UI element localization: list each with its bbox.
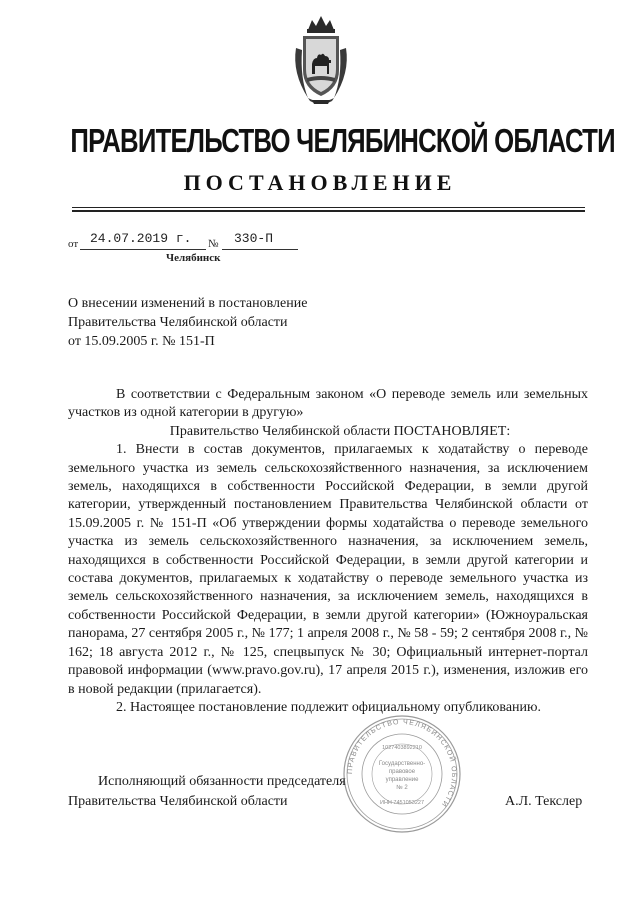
document-date: 24.07.2019 г. (90, 231, 192, 246)
stamp-inn: ИНН 7451053227 (379, 800, 425, 806)
date-label: от (68, 238, 79, 250)
subject-line: от 15.09.2005 г. № 151-П (68, 334, 215, 349)
document-number: 330-П (234, 231, 274, 246)
stamp-center-line: Государственно- (378, 761, 426, 767)
document-body (68, 386, 588, 717)
subject-line: Правительства Челябинской области (68, 315, 288, 330)
header-rule-bold (72, 210, 585, 212)
city-label: Челябинск (166, 252, 221, 264)
date-underline (80, 249, 206, 250)
preamble-paragraph: В соответствии с Федеральным законом «О переводе земель или земельных участков из одной категории в другую» (68, 387, 588, 421)
stamp-center-line: управление (385, 777, 419, 783)
subject-line: О внесении изменений в постановление (68, 296, 308, 311)
stamp-ring-text: ПРАВИТЕЛЬСТВО ЧЕЛЯБИНСКОЙ ОБЛАСТИ (346, 718, 458, 809)
signatory-title-line1: Исполняющий обязанности председателя (98, 774, 346, 789)
document-subject (68, 294, 368, 351)
number-underline (222, 249, 298, 250)
number-label: № (208, 238, 219, 250)
stamp-digits: 1027403892210 (382, 745, 422, 751)
document-type-title: ПОСТАНОВЛЕНИЕ (183, 170, 457, 195)
item-1-paragraph: 1. Внести в состав документов, прилагаемых к ходатайству о переводе земельного участка из земель сельскохозяйственного назначения, за исключением земель, находящихся в собственности Российской Федерации, в земли другой категории, утвержденный постановлением Правительства Челябинской области от 15.09.2005 г. № 151-П «Об утверждении формы ходатайства о переводе земельного участка из земель сельскохозяйственного назначения, за исключением земель, находящихся в собственности Российской Федерации, в земли другой категории и состава документов, прилагаемых к ходатайству о переводе земельного участка из земель сельскохозяйственного назначения, за исключением земель, находящихся в собственности Российской Федерации, в земли другой категории» (Южноуральская панорама, 27 сентября 2005 г., № 177; 1 апреля 2008 г., № 58 - 59; 2 сентября 2008 г., № 162; 18 августа 2012 г., № 125, спецвыпуск № 30; Официальный интернет-портал правовой информации (www.pravo.gov.ru), 17 апреля 2015 г.), изменения, изложив его в новой редакции (прилагается). (68, 442, 588, 697)
stamp-center-line: № 2 (396, 785, 408, 791)
signatory-name: А.Л. Текслер (505, 794, 583, 809)
signatory-title-line2: Правительства Челябинской области (68, 794, 288, 809)
official-stamp-icon (340, 712, 464, 836)
stamp-center-line: правовое (388, 769, 416, 775)
resolves-line: Правительство Челябинской области ПОСТАНОВЛЯЕТ: (169, 423, 511, 439)
header-rule (72, 207, 585, 208)
coat-of-arms-icon (286, 8, 356, 108)
organization-title: ПРАВИТЕЛЬСТВО ЧЕЛЯБИНСКОЙ ОБЛАСТИ (70, 122, 615, 159)
item-2-paragraph: 2. Настоящее постановление подлежит официальному опубликованию. (116, 699, 541, 715)
